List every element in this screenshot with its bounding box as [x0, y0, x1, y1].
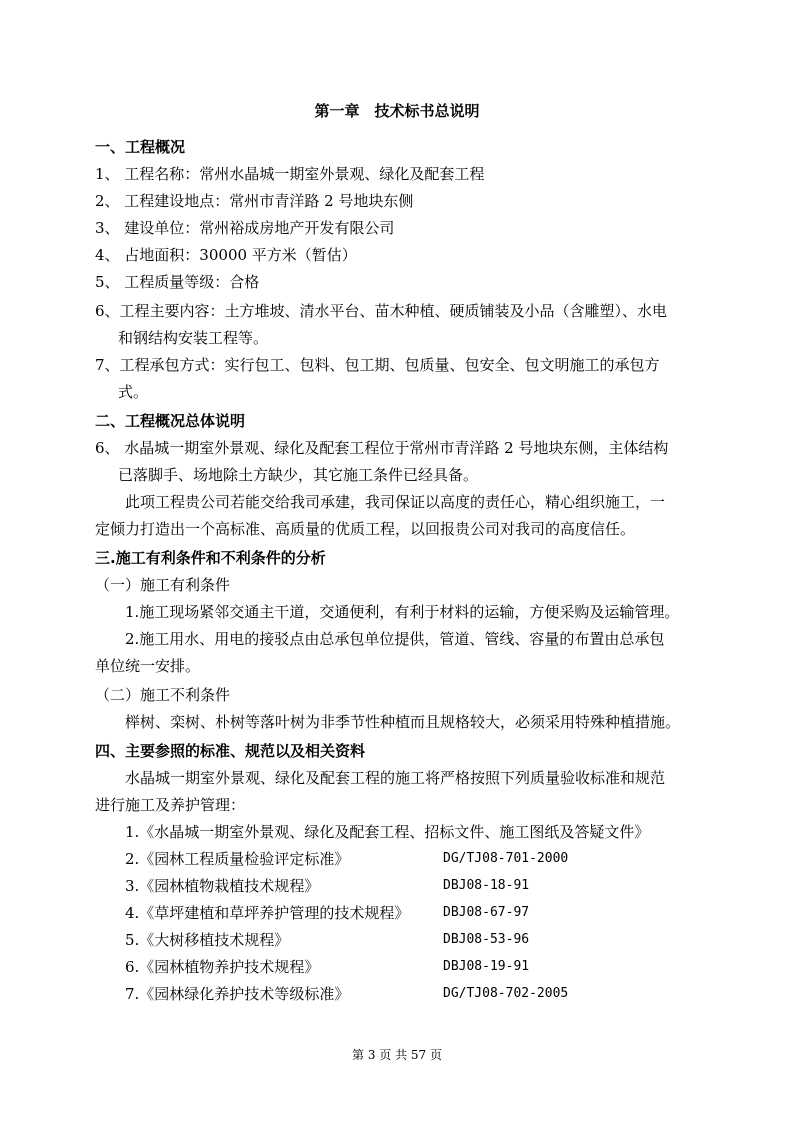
standard-name: 4.《草坪建植和草坪养护管理的技术规程》: [125, 904, 410, 922]
standard-name: 1.《水晶城一期室外景观、绿化及配套工程、招标文件、施工图纸及答疑文件》: [125, 823, 650, 841]
standard-code: DBJ08-53-96: [443, 932, 530, 947]
section-heading: 一、工程概况: [95, 138, 186, 156]
list-item: 3、 建设单位：常州裕成房地产开发有限公司: [95, 219, 395, 237]
list-item: 7、工程承包方式：实行包工、包料、包工期、包质量、包安全、包文明施工的承包方: [95, 356, 660, 374]
section-heading: 二、工程概况总体说明: [95, 412, 246, 430]
list-item: 2、 工程建设地点：常州市青洋路 2 号地块东侧: [95, 192, 414, 210]
paragraph-line: 单位统一安排。: [95, 657, 201, 675]
paragraph-line: 1.施工现场紧邻交通主干道，交通便利，有利于材料的运输，方便采购及运输管理。: [125, 603, 680, 621]
list-item-continuation: 和钢结构安装工程等。: [118, 329, 269, 347]
chapter-title: 第一章 技术标书总说明: [314, 102, 480, 120]
list-item: 1、 工程名称：常州水晶城一期室外景观、绿化及配套工程: [95, 165, 485, 183]
page-footer: 第 3 页 共 57 页: [352, 1048, 442, 1062]
standard-name: 3.《园林植物栽植技术规程》: [125, 877, 320, 895]
list-item: 4、 占地面积：30000 平方米（暂估）: [95, 246, 357, 264]
standard-code: DBJ08-18-91: [443, 878, 530, 893]
subsection-heading: （一）施工有利条件: [95, 576, 231, 594]
standard-name: 6.《园林植物养护技术规程》: [125, 958, 320, 976]
list-item: 5、 工程质量等级：合格: [95, 273, 260, 291]
standard-code: DG/TJ08-702-2005: [443, 986, 569, 1001]
standard-name: 5.《大树移植技术规程》: [125, 931, 290, 949]
paragraph-line: 榉树、栾树、朴树等落叶树为非季节性种植而且规格较大，必须采用特殊种植措施。: [125, 713, 681, 731]
list-item-continuation: 式。: [118, 383, 149, 401]
subsection-heading: （二）施工不利条件: [95, 686, 231, 704]
standard-code: DBJ08-67-97: [443, 905, 530, 920]
standard-code: DBJ08-19-91: [443, 959, 530, 974]
standard-name: 2.《园林工程质量检验评定标准》: [125, 850, 350, 868]
paragraph-line: 此项工程贵公司若能交给我司承建，我司保证以高度的责任心，精心组织施工，一: [125, 493, 666, 511]
paragraph-line: 定倾力打造出一个高标准、高质量的优质工程，以回报贵公司对我司的高度信任。: [95, 520, 636, 538]
section-heading: 三.施工有利条件和不利条件的分析: [95, 549, 326, 567]
standard-name: 7.《园林绿化养护技术等级标准》: [125, 985, 350, 1003]
paragraph-line: 2.施工用水、用电的接驳点由总承包单位提供，管道、管线、容量的布置由总承包: [125, 630, 665, 648]
standard-code: DG/TJ08-701-2000: [443, 851, 569, 866]
paragraph-line: 进行施工及养护管理：: [95, 796, 246, 814]
paragraph-line: 已落脚手、场地除土方缺少，其它施工条件已经具备。: [118, 466, 479, 484]
section-heading: 四、主要参照的标准、规范以及相关资料: [95, 742, 366, 760]
paragraph-line: 6、 水晶城一期室外景观、绿化及配套工程位于常州市青洋路 2 号地块东侧，主体结构: [95, 439, 669, 457]
paragraph-line: 水晶城一期室外景观、绿化及配套工程的施工将严格按照下列质量验收标准和规范: [125, 769, 666, 787]
list-item: 6、工程主要内容：土方堆坡、清水平台、苗木种植、硬质铺装及小品（含雕塑）、水电: [95, 302, 668, 320]
